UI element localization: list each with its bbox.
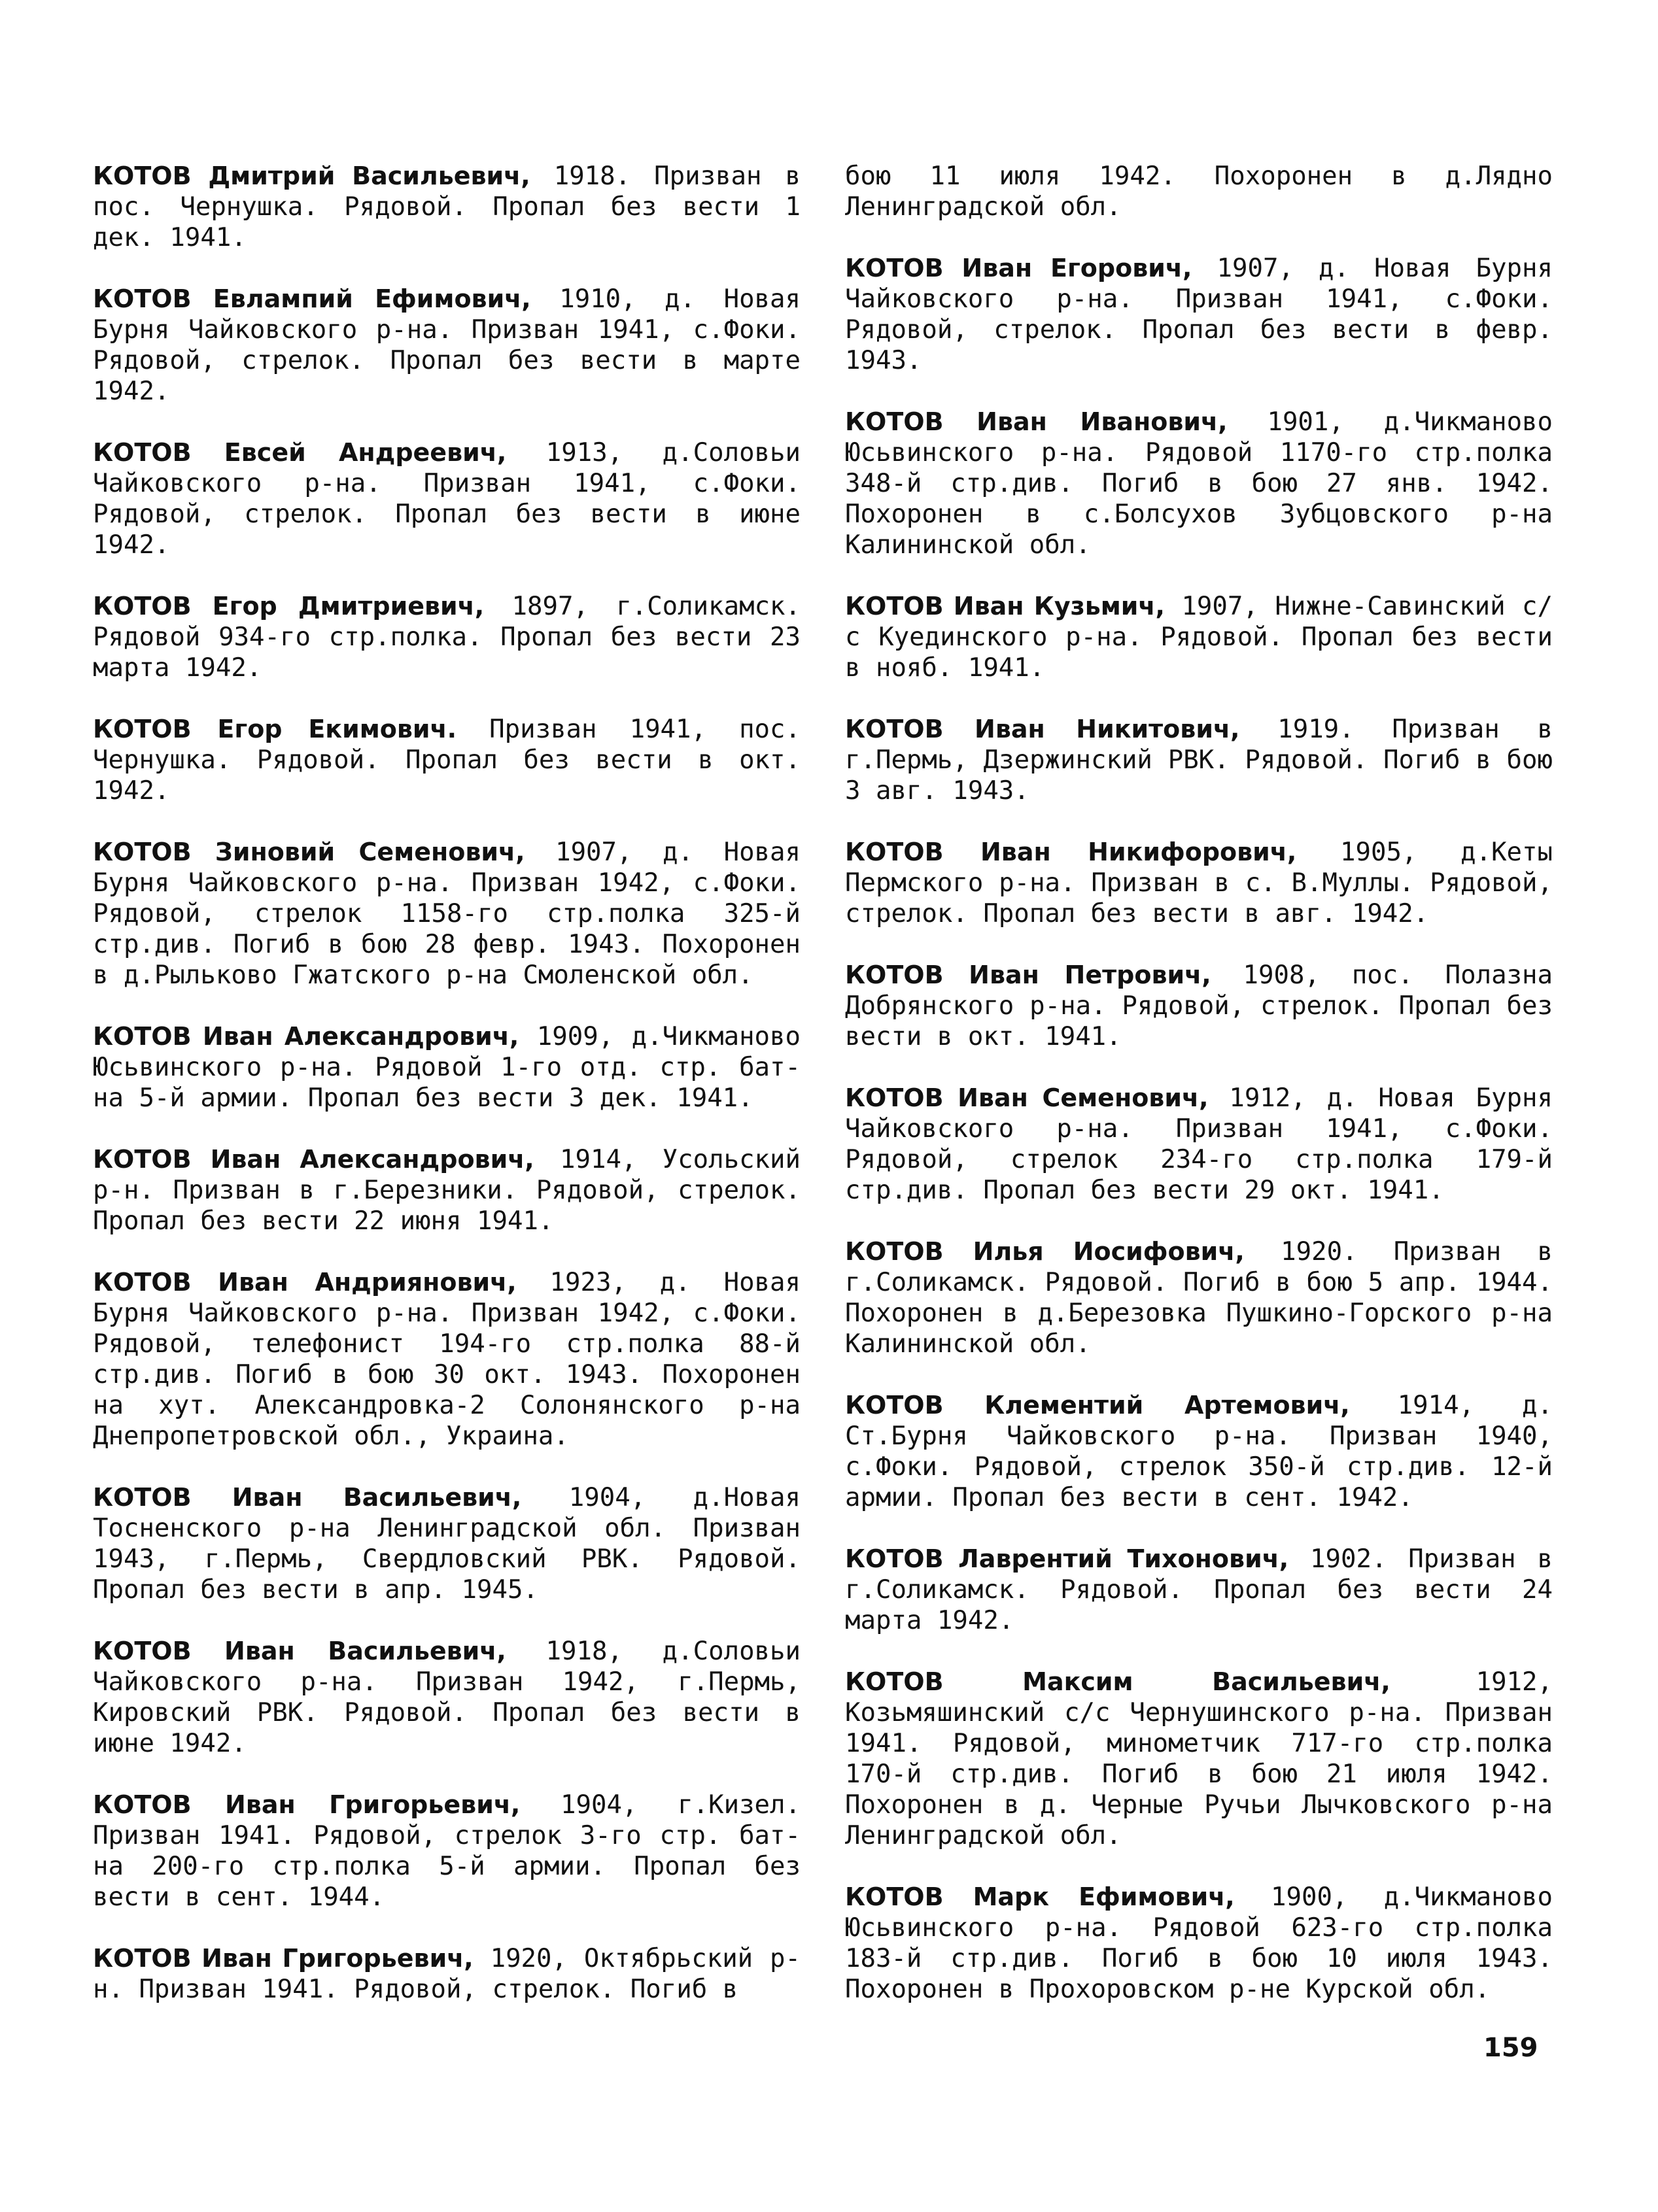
entry-text: 1923, д. Новая Бурня Чайковского р-на. Призван 1942, с.Фоки. Рядовой, телефонист 194-го стр.полка 88-й стр.див. Погиб в бою 30 окт. 1943. Похоронен на хут. Александровка-2 Солонянского р-на Днепропетровской обл., Украина. xyxy=(93,1268,801,1451)
entry-name: КОТОВ Максим Васильевич, xyxy=(845,1667,1390,1696)
entry-name: КОТОВ Лаврентий Тихонович, xyxy=(845,1544,1289,1573)
biography-entry xyxy=(845,837,1553,929)
entry-name: КОТОВ Иван Григорьевич, xyxy=(93,1790,521,1819)
biography-entry xyxy=(845,161,1553,222)
biography-entry xyxy=(845,1544,1553,1636)
entry-name: КОТОВ Иван Андриянович, xyxy=(93,1268,517,1297)
entry-name: КОТОВ Иван Александрович, xyxy=(93,1022,519,1051)
biography-entry xyxy=(93,714,801,806)
right-column xyxy=(845,161,1553,2035)
entry-name: КОТОВ Евсей Андреевич, xyxy=(93,438,507,467)
entry-name: КОТОВ Иван Кузьмич, xyxy=(845,592,1165,621)
biography-entry xyxy=(93,437,801,560)
biography-entry xyxy=(845,407,1553,560)
entry-text: 1902. Призван в г.Соликамск. Рядовой. Пропал без вести 24 марта 1942. xyxy=(845,1544,1553,1635)
entry-text: 1907, д. Новая Бурня Чайковского р-на. Призван 1942, с.Фоки. Рядовой, стрелок 1158-го стр.полка 325-й стр.див. Погиб в бою 28 февр. 1943. Похоронен в д.Рыльково Гжатского р-на Смоленской обл. xyxy=(93,838,801,990)
entry-name: КОТОВ Марк Ефимович, xyxy=(845,1882,1235,1911)
biography-entry xyxy=(845,1083,1553,1206)
entry-name: КОТОВ Иван Петрович, xyxy=(845,961,1211,989)
entry-name: КОТОВ Иван Григорьевич, xyxy=(93,1944,474,1973)
biography-entry xyxy=(93,1144,801,1236)
entry-name: КОТОВ Евлампий Ефимович, xyxy=(93,284,531,313)
entry-text: 1920, Октябрьский р-н. Призван 1941. Рядовой, стрелок. Погиб в xyxy=(93,1944,801,2004)
biography-entry xyxy=(845,1236,1553,1359)
entry-name: КОТОВ Дмитрий Васильевич, xyxy=(93,162,530,190)
entry-text: 1918. Призван в пос. Чернушка. Рядовой. Пропал без вести 1 дек. 1941. xyxy=(93,162,801,252)
entry-text: 1918, д.Соловьи Чайковского р-на. Призван 1942, г.Пермь, Кировский РВК. Рядовой. Пропал без вести в июне 1942. xyxy=(93,1637,801,1758)
entry-text: 1914, д. Ст.Бурня Чайковского р-на. Призван 1940, с.Фоки. Рядовой, стрелок 350-й стр.див. 12-й армии. Пропал без вести в сент. 1942. xyxy=(845,1391,1553,1512)
entry-text: 1900, д.Чикманово Юсьвинского р-на. Рядовой 623-го стр.полка 183-й стр.див. Погиб в бою 10 июля 1943. Похоронен в Прохоровском р-не Курской обл. xyxy=(845,1882,1553,2004)
entry-name: КОТОВ Иван Александрович, xyxy=(93,1145,534,1174)
entry-name: КОТОВ Иван Семенович, xyxy=(845,1083,1209,1112)
biography-entry xyxy=(845,253,1553,376)
entry-text: 1907, д. Новая Бурня Чайковского р-на. Призван 1941, с.Фоки. Рядовой, стрелок. Пропал без вести в февр. 1943. xyxy=(845,254,1553,375)
entry-name: КОТОВ Иван Васильевич, xyxy=(93,1483,522,1512)
biography-entry xyxy=(93,161,801,253)
entry-text: 1920. Призван в г.Соликамск. Рядовой. Погиб в бою 5 апр. 1944. Похоронен в д.Березовка Пушкино-Горского р-на Калининской обл. xyxy=(845,1237,1553,1359)
biography-entry xyxy=(93,1636,801,1759)
biography-entry xyxy=(845,591,1553,683)
biography-entry xyxy=(845,960,1553,1052)
biography-entry xyxy=(93,1267,801,1452)
entry-name: КОТОВ Иван Иванович, xyxy=(845,407,1228,436)
entry-name: КОТОВ Егор Екимович. xyxy=(93,715,457,743)
biography-entry xyxy=(93,1790,801,1913)
biography-entry xyxy=(845,714,1553,806)
entry-text: 1901, д.Чикманово Юсьвинского р-на. Рядовой 1170-го стр.полка 348-й стр.див. Погиб в бою 27 янв. 1942. Похоронен в с.Болсухов Зубцовского р-на Калининской обл. xyxy=(845,407,1553,560)
entry-text: 1909, д.Чикманово Юсьвинского р-на. Рядовой 1-го отд. стр. бат-на 5-й армии. Пропал без вести 3 дек. 1941. xyxy=(93,1022,801,1113)
entry-text: Призван 1941, пос. Чернушка. Рядовой. Пропал без вести в окт. 1942. xyxy=(93,715,801,806)
entry-name: КОТОВ Иван Егорович, xyxy=(845,254,1192,282)
entry-text: 1913, д.Соловьи Чайковского р-на. Призван 1941, с.Фоки. Рядовой, стрелок. Пропал без вести в июне 1942. xyxy=(93,438,801,560)
entry-text: 1912, Козьмяшинский с/с Чернушинского р-на. Призван 1941. Рядовой, минометчик 717-го стр.полка 170-й стр.див. Погиб в бою 21 июля 1942. Похоронен в д. Черные Ручьи Лычковского р-на Ленинградской обл. xyxy=(845,1667,1553,1850)
entry-text: 1904, д.Новая Тосненского р-на Ленинградской обл. Призван 1943, г.Пермь, Свердловский РВК. Рядовой. Пропал без вести в апр. 1945. xyxy=(93,1483,801,1605)
entry-name: КОТОВ Иван Васильевич, xyxy=(93,1637,506,1665)
entry-text: 1912, д. Новая Бурня Чайковского р-на. Призван 1941, с.Фоки. Рядовой, стрелок 234-го стр.полка 179-й стр.див. Пропал без вести 29 окт. 1941. xyxy=(845,1083,1553,1205)
biography-entry xyxy=(93,1482,801,1605)
biography-entry xyxy=(845,1390,1553,1513)
entry-text: бою 11 июля 1942. Похоронен в д.Лядно Ленинградской обл. xyxy=(845,162,1553,222)
biography-entry xyxy=(93,591,801,683)
entry-name: КОТОВ Зиновий Семенович, xyxy=(93,838,525,866)
entry-text: 1910, д. Новая Бурня Чайковского р-на. Призван 1941, с.Фоки. Рядовой, стрелок. Пропал без вести в марте 1942. xyxy=(93,284,801,406)
entry-text: 1905, д.Кеты Пермского р-на. Призван в с. В.Муллы. Рядовой, стрелок. Пропал без вести в авг. 1942. xyxy=(845,838,1553,928)
biography-entry xyxy=(93,1943,801,2005)
entry-text: 1919. Призван в г.Пермь, Дзержинский РВК. Рядовой. Погиб в бою 3 авг. 1943. xyxy=(845,715,1553,806)
entry-name: КОТОВ Иван Никитович, xyxy=(845,715,1240,743)
page-number: 159 xyxy=(1483,2033,1538,2063)
entry-name: КОТОВ Илья Иосифович, xyxy=(845,1237,1245,1266)
biography-entry xyxy=(845,1667,1553,1851)
biography-entry xyxy=(845,1882,1553,2005)
biography-entry xyxy=(93,1021,801,1114)
entry-text: 1908, пос. Полазна Добрянского р-на. Рядовой, стрелок. Пропал без вести в окт. 1941. xyxy=(845,961,1553,1051)
entry-text: 1897, г.Соликамск. Рядовой 934-го стр.полка. Пропал без вести 23 марта 1942. xyxy=(93,592,801,683)
entry-text: 1914, Усольский р-н. Призван в г.Березники. Рядовой, стрелок. Пропал без вести 22 июня 1941. xyxy=(93,1145,801,1236)
entry-name: КОТОВ Егор Дмитриевич, xyxy=(93,592,485,621)
entry-name: КОТОВ Клементий Артемович, xyxy=(845,1391,1350,1420)
entry-name: КОТОВ Иван Никифорович, xyxy=(845,838,1297,866)
entry-text: 1904, г.Кизел. Призван 1941. Рядовой, стрелок 3-го стр. бат-на 200-го стр.полка 5-й армии. Пропал без вести в сент. 1944. xyxy=(93,1790,801,1912)
left-column xyxy=(93,161,801,2035)
biography-entry xyxy=(93,284,801,407)
entry-text: 1907, Нижне-Савинский с/с Куединского р-на. Рядовой. Пропал без вести в нояб. 1941. xyxy=(845,592,1553,683)
biography-entry xyxy=(93,837,801,991)
